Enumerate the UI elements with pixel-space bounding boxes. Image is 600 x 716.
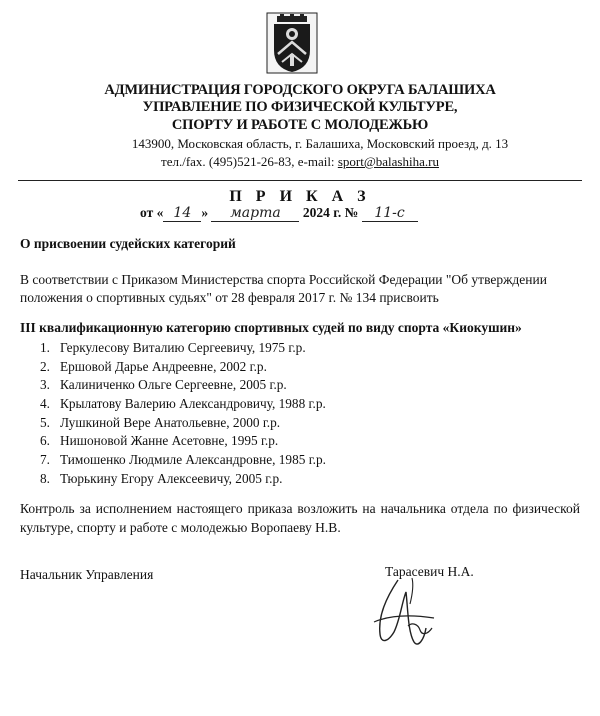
- handwritten-signature: [368, 576, 440, 660]
- judges-list: [40, 339, 326, 489]
- signatory-position: Начальник Управления: [20, 567, 154, 582]
- contact-line: [0, 154, 600, 170]
- list-item: 4. Крылатову Валерию Александровичу, 1988 г.р.: [40, 396, 326, 412]
- list-item: 5. Лушкиной Вере Анатольевне, 2000 г.р.: [40, 414, 281, 430]
- org-line-administration: АДМИНИСТРАЦИЯ ГОРОДСКОГО ОКРУГА БАЛАШИХА: [104, 82, 496, 98]
- signatory-name: Тарасевич Н.А.: [385, 564, 474, 579]
- date-quote-close: »: [201, 205, 209, 220]
- order-month-handwritten: марта: [211, 205, 299, 222]
- category-heading: III квалификационную категорию спортивных судей по виду спорта «Киокушин»: [20, 320, 522, 335]
- order-number-handwritten: 11-с: [362, 205, 418, 222]
- org-line-department: УПРАВЛЕНИЕ ПО ФИЗИЧЕСКОЙ КУЛЬТУРЕ,: [142, 99, 458, 115]
- postal-address: 143900, Московская область, г. Балашиха, Московский проезд, д. 13: [131, 136, 509, 151]
- email-link[interactable]: sport@balashiha.ru: [337, 154, 439, 169]
- list-item: 1. Геркулесову Виталию Сергеевичу, 1975 г.р.: [40, 340, 306, 355]
- order-subject: О присвоении судейских категорий: [20, 236, 236, 251]
- list-item: 3. Калиниченко Ольге Сергеевне, 2005 г.р.: [40, 377, 287, 393]
- control-paragraph: Контроль за исполнением настоящего приказа возложить на начальника отдела по физической культуре, спорту и работе с молодежью Воропаеву Н.В.: [20, 501, 580, 535]
- order-year-number-label: 2024 г. №: [302, 205, 359, 220]
- list-item: 8. Тюрькину Егору Алексеевичу, 2005 г.р.: [40, 470, 283, 486]
- list-item: 6. Нишоновой Жанне Асетовне, 1995 г.р.: [40, 433, 279, 449]
- contact-phone: тел./fax. (495)521-26-83, e-mail:: [161, 154, 338, 169]
- order-basis-paragraph: В соответствии с Приказом Министерства спорта Российской Федерации "Об утверждении положения о спортивных судьях" от 28 февраля 2017 г. № 134 присвоить: [20, 272, 547, 305]
- org-line-department-cont: СПОРТУ И РАБОТЕ С МОЛОДЕЖЬЮ: [171, 117, 429, 133]
- order-day-handwritten: 14: [163, 205, 201, 222]
- order-date-line: [140, 205, 418, 222]
- order-title: П Р И К А З: [229, 188, 371, 205]
- list-item: 2. Ершовой Дарье Андреевне, 2002 г.р.: [40, 358, 267, 374]
- list-item: 7. Тимошенко Людмиле Александровне, 1985 г.р.: [40, 452, 326, 468]
- header-divider: [18, 180, 582, 181]
- date-prefix: от «: [140, 205, 164, 220]
- city-coat-of-arms-icon: [266, 12, 318, 74]
